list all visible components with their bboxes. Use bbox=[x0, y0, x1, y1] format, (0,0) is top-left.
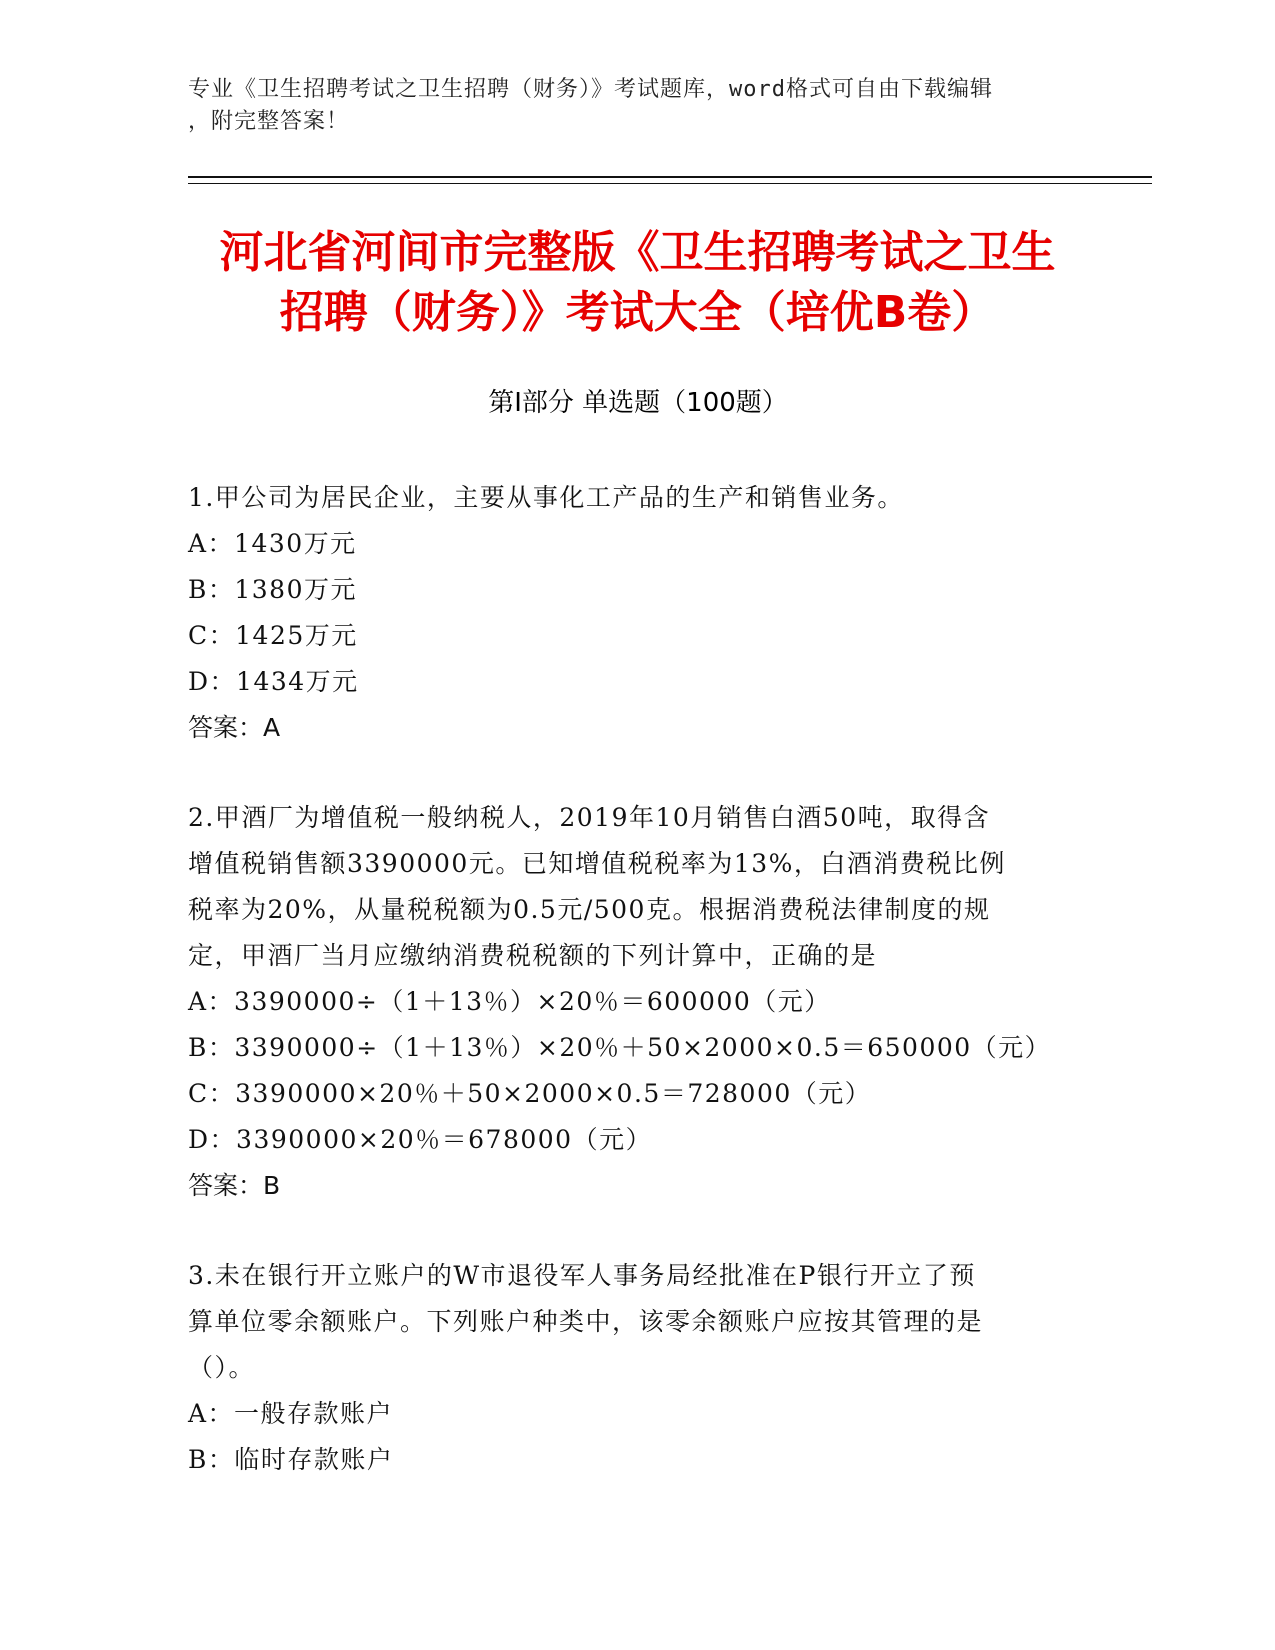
question-stem-line: 2.甲酒厂为增值税一般纳税人，2019年10月销售白酒50吨，取得含 bbox=[188, 803, 991, 832]
header-note bbox=[188, 74, 1088, 138]
question-stem-line: 算单位零余额账户。下列账户种类中，该零余额账户应按其管理的是 bbox=[188, 1307, 984, 1336]
header-divider-thin bbox=[188, 183, 1152, 184]
document-title-line-2: 招聘（财务）》考试大全（培优B卷） bbox=[279, 287, 996, 338]
question-2 bbox=[188, 795, 1088, 1209]
option-b: B：1380万元 bbox=[188, 575, 357, 604]
option-d: D：1434万元 bbox=[188, 667, 359, 696]
question-stem-line: 税率为20%，从量税税额为0.5元/500克。根据消费税法律制度的规 bbox=[188, 895, 991, 924]
answer: 答案：B bbox=[188, 1171, 281, 1200]
question-3 bbox=[188, 1253, 1088, 1483]
header-divider-thick bbox=[188, 176, 1152, 178]
option-d: D：3390000×20％＝678000（元） bbox=[188, 1125, 653, 1154]
option-b: B：3390000÷（1＋13％）×20％＋50×2000×0.5＝650000（元） bbox=[188, 1033, 1052, 1062]
section-title: 第Ⅰ部分 单选题（100题） bbox=[488, 388, 788, 418]
question-stem-line: 增值税销售额3390000元。已知增值税税率为13%，白酒消费税比例 bbox=[188, 849, 1006, 878]
option-a: A：1430万元 bbox=[188, 529, 357, 558]
header-note-line-2: ，附完整答案！ bbox=[188, 109, 350, 134]
option-a: A：3390000÷（1＋13％）×20％＝600000（元） bbox=[188, 987, 831, 1016]
document-title-line-1: 河北省河间市完整版《卫生招聘考试之卫生 bbox=[219, 227, 1056, 278]
question-stem-line: 3.未在银行开立账户的W市退役军人事务局经批准在P银行开立了预 bbox=[188, 1261, 976, 1290]
header-note-line-1: 专业《卫生招聘考试之卫生招聘（财务）》考试题库，word格式可自由下载编辑 bbox=[188, 77, 993, 102]
option-b: B：临时存款账户 bbox=[188, 1445, 394, 1474]
document-title bbox=[160, 223, 1115, 343]
option-c: C：3390000×20％＋50×2000×0.5＝728000（元） bbox=[188, 1079, 872, 1108]
question-stem-line: 定，甲酒厂当月应缴纳消费税税额的下列计算中，正确的是 bbox=[188, 941, 878, 970]
question-1 bbox=[188, 475, 1088, 751]
option-a: A：一般存款账户 bbox=[188, 1399, 394, 1428]
question-list bbox=[188, 475, 1088, 1527]
answer: 答案：A bbox=[188, 713, 281, 742]
question-stem-line: 1.甲公司为居民企业，主要从事化工产品的生产和销售业务。 bbox=[188, 483, 904, 512]
option-c: C：1425万元 bbox=[188, 621, 358, 650]
question-stem-line: （）。 bbox=[188, 1353, 256, 1382]
